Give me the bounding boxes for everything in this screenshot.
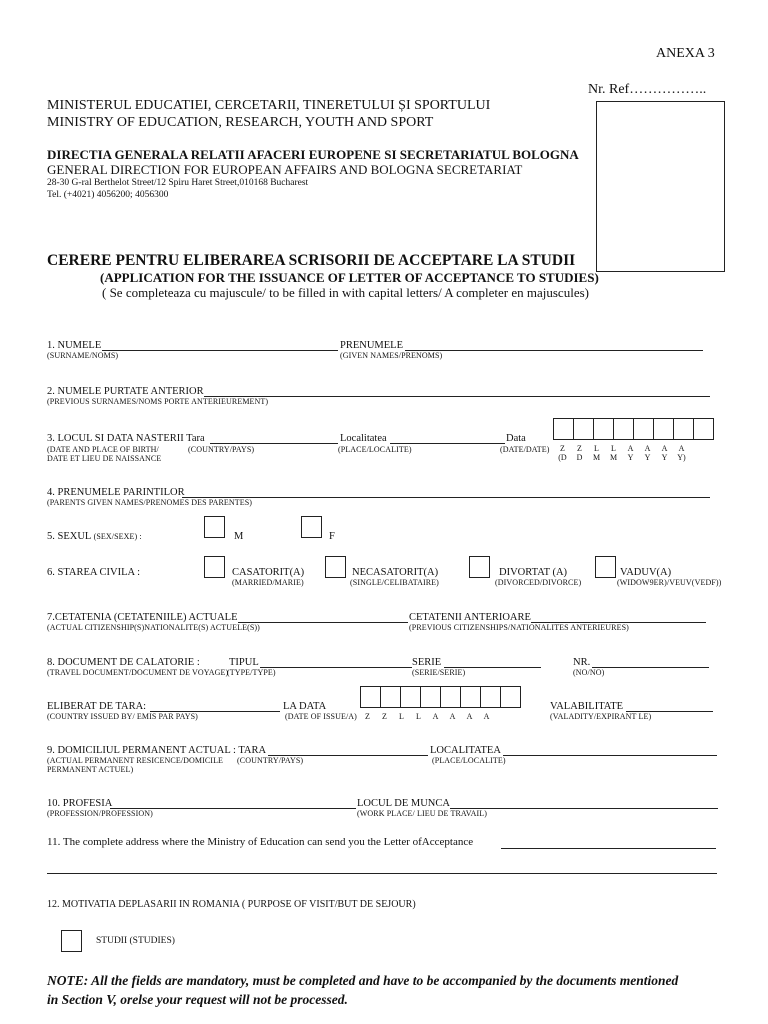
residence-locality-sub: (PLACE/LOCALITE): [432, 756, 506, 765]
birth-date-boxes[interactable]: [553, 418, 713, 440]
direction-ro: DIRECTIA GENERALA RELATII AFACERI EUROPENE SI SECRETARIATUL BOLOGNA: [47, 147, 579, 162]
field-4-sub: (PARENTS GIVEN NAMES/PRENOMES DES PARENTES): [47, 498, 253, 507]
photo-box: [596, 101, 725, 272]
sex-m-label: M: [234, 531, 244, 542]
birth-date-letters-top: Z Z L L A A A A: [560, 444, 685, 453]
document-serie-sub: (SERIE/SERIE): [412, 668, 466, 677]
sex-f-label: F: [329, 531, 335, 542]
field-4-label: 4. PRENUMELE PARINTILOR: [47, 487, 185, 498]
work-place-label: LOCUL DE MUNCA: [357, 798, 450, 809]
document-serie-label: SERIE: [412, 657, 442, 668]
widow-sub: (WIDOW9ER)/VEUV(VEDF)): [617, 578, 722, 587]
single-sub: (SINGLE/CELIBATAIRE): [350, 578, 439, 587]
issue-date-label: LA DATA: [283, 701, 327, 712]
annex-label: ANEXA 3: [656, 46, 715, 61]
single-label: NECASATORIT(A): [352, 567, 439, 578]
birth-date-sub: (DATE/DATE): [500, 445, 550, 454]
field-8-sub: (TRAVEL DOCUMENT/DOCUMENT DE VOYAGE): [47, 668, 229, 677]
form-instructions: ( Se completeaza cu majuscule/ to be filled in with capital letters/ A completer en majuscules): [102, 285, 589, 300]
divorced-checkbox[interactable]: [469, 556, 490, 578]
reference-number: Nr. Ref……………..: [588, 82, 707, 97]
studies-checkbox[interactable]: [61, 930, 82, 952]
field-8-label: 8. DOCUMENT DE CALATORIE :: [47, 657, 200, 668]
divorced-sub: (DIVORCED/DIVORCE): [495, 578, 582, 587]
ministry-ro: MINISTERUL EDUCATIEI, CERCETARII, TINERETULUI ȘI SPORTULUI: [47, 98, 491, 113]
field-10-label: 10. PROFESIA: [47, 798, 113, 809]
sex-m-checkbox[interactable]: [204, 516, 225, 538]
parents-names-input[interactable]: [182, 497, 710, 498]
birth-date-letters-bottom: (D D M M Y Y Y Y): [558, 453, 686, 462]
document-nr-input[interactable]: [592, 667, 709, 668]
field-9-label: 9. DOMICILIUL PERMANENT ACTUAL : TARA: [47, 745, 267, 756]
birth-locality-sub: (PLACE/LOCALITE): [338, 445, 412, 454]
previous-citizenship-label: CETATENII ANTERIOARE: [409, 612, 531, 623]
work-place-sub: (WORK PLACE/ LIEU DE TRAVAIL): [357, 809, 488, 818]
note-line-2: in Section V, orelse your request will not be processed.: [47, 992, 348, 1007]
given-names-input[interactable]: [405, 350, 703, 351]
field-5-label: 5. SEXUL (SEX/SEXE) :: [47, 531, 142, 542]
field-12-label: 12. MOTIVATIA DEPLASARII IN ROMANIA ( PURPOSE OF VISIT/BUT DE SEJOUR): [47, 899, 416, 910]
actual-citizenship-input[interactable]: [238, 622, 408, 623]
document-nr-sub: (NO/NO): [573, 668, 605, 677]
field-11-label: 11. The complete address where the Ministry of Education can send you the Letter ofAcceptance: [47, 836, 474, 848]
residence-country-sub: (COUNTRY/PAYS): [237, 756, 304, 765]
field-9-sub-2: PERMANENT ACTUEL): [47, 765, 134, 774]
work-place-input[interactable]: [450, 808, 718, 809]
field-2-label: 2. NUMELE PURTATE ANTERIOR: [47, 386, 204, 397]
issue-date-letters: Z Z L L A A A A: [365, 712, 490, 721]
note-line-1: NOTE: All the fields are mandatory, must be completed and have to be accompanied by the documents mentioned: [47, 973, 679, 988]
divorced-label: DIVORTAT (A): [499, 567, 568, 578]
form-title: CERERE PENTRU ELIBERAREA SCRISORII DE ACCEPTARE LA STUDII: [47, 252, 576, 269]
previous-surnames-input[interactable]: [204, 396, 710, 397]
given-names-sub: (GIVEN NAMES/PRENOMS): [340, 351, 443, 360]
field-7-sub: (ACTUAL CITIZENSHIP(S)NATIONALITE(S) ACTUELE(S)): [47, 623, 260, 632]
field-10-sub: (PROFESSION/PROFESSION): [47, 809, 153, 818]
document-nr-label: NR.: [573, 657, 591, 668]
ministry-en: MINISTRY OF EDUCATION, RESEARCH, YOUTH AND SPORT: [47, 115, 434, 130]
address: 28-30 G-ral Berthelot Street/12 Spiru Haret Street,010168 Bucharest: [47, 178, 309, 188]
form-subtitle: (APPLICATION FOR THE ISSUANCE OF LETTER OF ACCEPTANCE TO STUDIES): [100, 270, 599, 285]
residence-locality-label: LOCALITATEA: [430, 745, 501, 756]
single-checkbox[interactable]: [325, 556, 346, 578]
married-sub: (MARRIED/MARIE): [232, 578, 304, 587]
birth-locality-input[interactable]: [390, 443, 505, 444]
issued-by-label: ELIBERAT DE TARA:: [47, 701, 147, 712]
document-type-input[interactable]: [260, 667, 412, 668]
document-type-sub: (TYPE/TYPE): [227, 668, 276, 677]
previous-citizenship-sub: (PREVIOUS CITIZENSHIPS/NATIONALITES ANTERIEURES): [409, 623, 629, 632]
widow-checkbox[interactable]: [595, 556, 616, 578]
field-3-label: 3. LOCUL SI DATA NASTERII Tara: [47, 433, 205, 444]
field-9-sub-1: (ACTUAL PERMANENT RESICENCE/DOMICILE: [47, 756, 224, 765]
document-type-label: TIPUL: [229, 657, 259, 668]
address-input-line-2[interactable]: [47, 873, 717, 874]
issue-date-sub: (DATE OF ISSUE/A): [285, 712, 357, 721]
studies-label: STUDII (STUDIES): [96, 936, 175, 946]
birth-country-sub: (COUNTRY/PAYS): [188, 445, 255, 454]
validity-sub: (VALADITY/EXPIRANT LE): [550, 712, 652, 721]
birth-locality-label: Localitatea: [340, 433, 387, 444]
married-label: CASATORIT(A): [232, 567, 305, 578]
field-1-label: 1. NUMELE: [47, 340, 102, 351]
residence-locality-input[interactable]: [503, 755, 717, 756]
validity-label: VALABILITATE: [550, 701, 624, 712]
issued-by-sub: (COUNTRY ISSUED BY/ EMIS PAR PAYS): [47, 712, 198, 721]
field-6-label: 6. STAREA CIVILA :: [47, 567, 141, 578]
field-3-sub-1: (DATE AND PLACE OF BIRTH/: [47, 445, 159, 454]
issue-date-boxes[interactable]: [360, 686, 520, 708]
field-7-label: 7.CETATENIA (CETATENIILE) ACTUALE: [47, 612, 238, 623]
field-2-sub: (PREVIOUS SURNAMES/NOMS PORTE ANTERIEUREMENT): [47, 397, 269, 406]
address-input-line-1[interactable]: [501, 848, 716, 849]
widow-label: VADUV(A): [620, 567, 672, 578]
sex-f-checkbox[interactable]: [301, 516, 322, 538]
field-3-sub-2: DATE ET LIEU DE NAISSANCE: [47, 454, 162, 463]
field-1-sub: (SURNAME/NOMS): [47, 351, 119, 360]
birth-date-label: Data: [506, 433, 526, 444]
birth-country-input[interactable]: [210, 443, 338, 444]
surname-input[interactable]: [102, 350, 338, 351]
given-names-label: PRENUMELE: [340, 340, 403, 351]
married-checkbox[interactable]: [204, 556, 225, 578]
direction-en: GENERAL DIRECTION FOR EUROPEAN AFFAIRS AND BOLOGNA SECRETARIAT: [47, 162, 523, 177]
telephone: Tel. (+4021) 4056200; 4056300: [47, 190, 169, 200]
